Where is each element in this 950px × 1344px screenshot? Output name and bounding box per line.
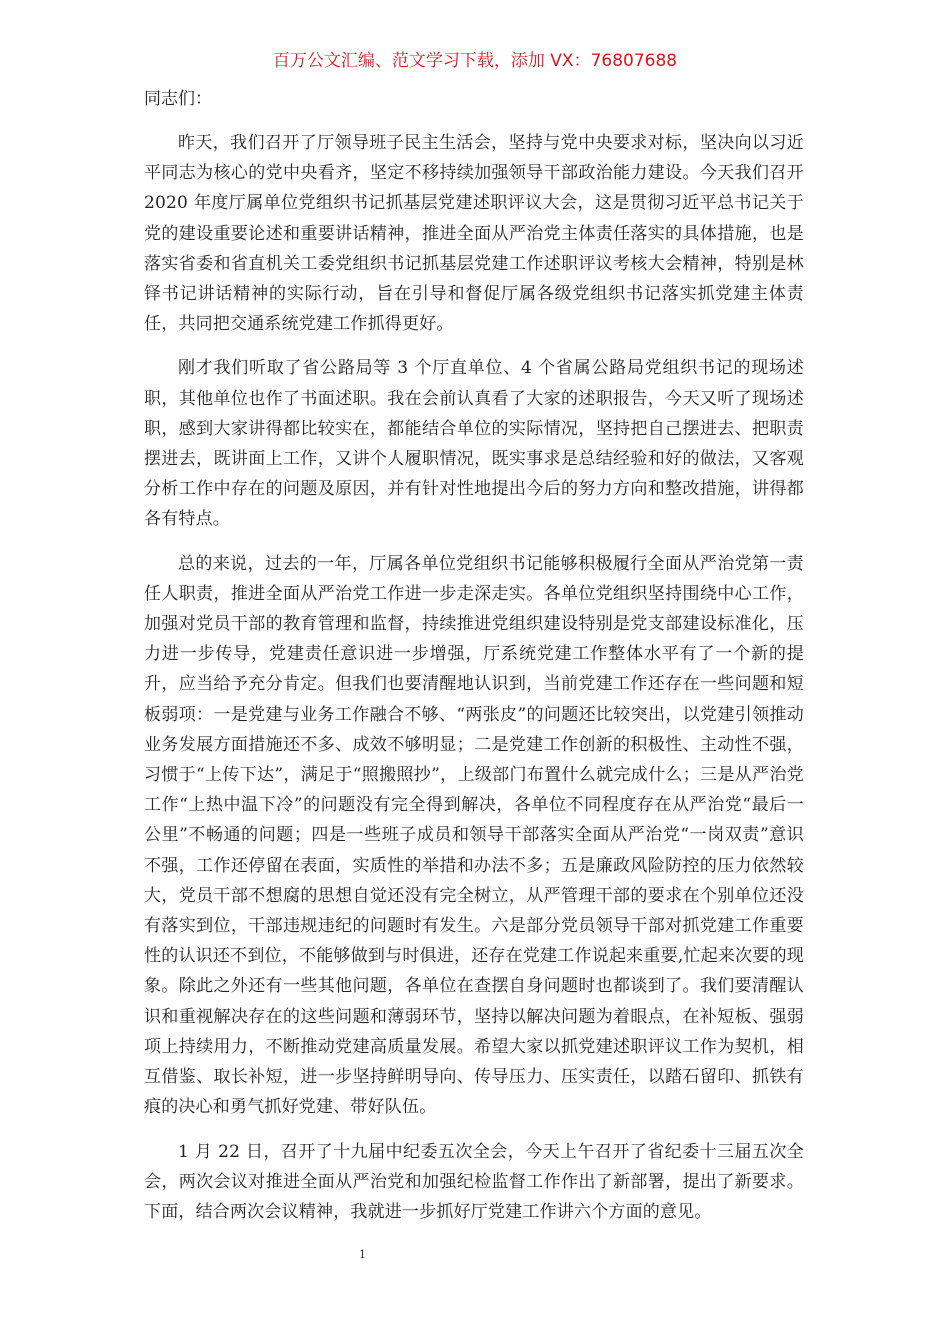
paragraph-2: 刚才我们听取了省公路局等 3 个厅直单位、4 个省属公路局党组织书记的现场述职，其他单位也作了书面述职。我在会前认真看了大家的述职报告，今天又听了现场述职，感到大家讲得都比较实在，都能结合单位的实际情况，坚持把自己摆进去、把职责摆进去，既讲面上工作，又讲个人履职情况，既实事求是总结经验和好的做法，又客观分析工作中存在的问题及原因，并有针对性地提出今后的努力方向和整改措施，讲得都各有特点。	[144, 358, 804, 530]
salutation: 同志们：	[144, 89, 212, 109]
paragraph-1: 昨天，我们召开了厅领导班子民主生活会，坚持与党中央要求对标，坚决向以习近平同志为核心的党中央看齐，坚定不移持续加强领导干部政治能力建设。今天我们召开 2020 年度厅属单位党组织书记抓基层党建述职评议大会，这是贯彻习近平总书记关于党的建设重要论述和重要讲话精神，推进全面从严治党主体责任落实的具体措施，也是落实省委和省直机关工委党组织书记抓基层党建工作述职评议考核大会精神，特别是林铎书记讲话精神的实际行动，旨在引导和督促厅属各级党组织书记落实抓党建主体责任，共同把交通系统党建工作抓得更好。	[144, 133, 804, 335]
page-number: 1	[359, 1246, 366, 1261]
document-body	[144, 84, 804, 1241]
watermark-banner: 百万公文汇编、范文学习下载，添加 VX：76807688	[272, 51, 678, 71]
paragraph-4: 1 月 22 日，召开了十九届中纪委五次全会，今天上午召开了省纪委十三届五次全会，两次会议对推进全面从严治党和加强纪检监督工作作出了新部署，提出了新要求。下面，结合两次会议精神，我就进一步抓好厅党建工作讲六个方面的意见。	[144, 1141, 804, 1222]
paragraph-3: 总的来说，过去的一年，厅属各单位党组织书记能够积极履行全面从严治党第一责任人职责，推进全面从严治党工作进一步走深走实。各单位党组织坚持围绕中心工作，加强对党员干部的教育管理和监督，持续推进党组织建设特别是党支部建设标准化，压力进一步传导，党建责任意识进一步增强，厅系统党建工作整体水平有了一个新的提升，应当给予充分肯定。但我们也要清醒地认识到，当前党建工作还存在一些问题和短板弱项：一是党建与业务工作融合不够、“两张皮”的问题还比较突出，以党建引领推动业务发展方面措施还不多、成效不够明显；二是党建工作创新的积极性、主动性不强，习惯于“上传下达”，满足于“照搬照抄”，上级部门布置什么就完成什么；三是从严治党工作“上热中温下冷”的问题没有完全得到解决，各单位不同程度存在从严治党“最后一公里”不畅通的问题；四是一些班子成员和领导干部落实全面从严治党“一岗双责”意识不强，工作还停留在表面，实质性的举措和办法不多；五是廉政风险防控的压力依然较大，党员干部不想腐的思想自觉还没有完全树立，从严管理干部的要求在个别单位还没有落实到位，干部违规违纪的问题时有发生。六是部分党员领导干部对抓党建工作重要性的认识还不到位，不能够做到与时俱进，还存在党建工作说起来重要,忙起来次要的现象。除此之外还有一些其他问题，各单位在查摆自身问题时也都谈到了。我们要清醒认识和重视解决存在的这些问题和薄弱环节，坚持以解决问题为着眼点，在补短板、强弱项上持续用力，不断推动党建高质量发展。希望大家以抓党建述职评议工作为契机，相互借鉴、取长补短，进一步坚持鲜明导向、传导压力、压实责任，以踏石留印、抓铁有痕的决心和勇气抓好党建、带好队伍。	[144, 553, 804, 1118]
